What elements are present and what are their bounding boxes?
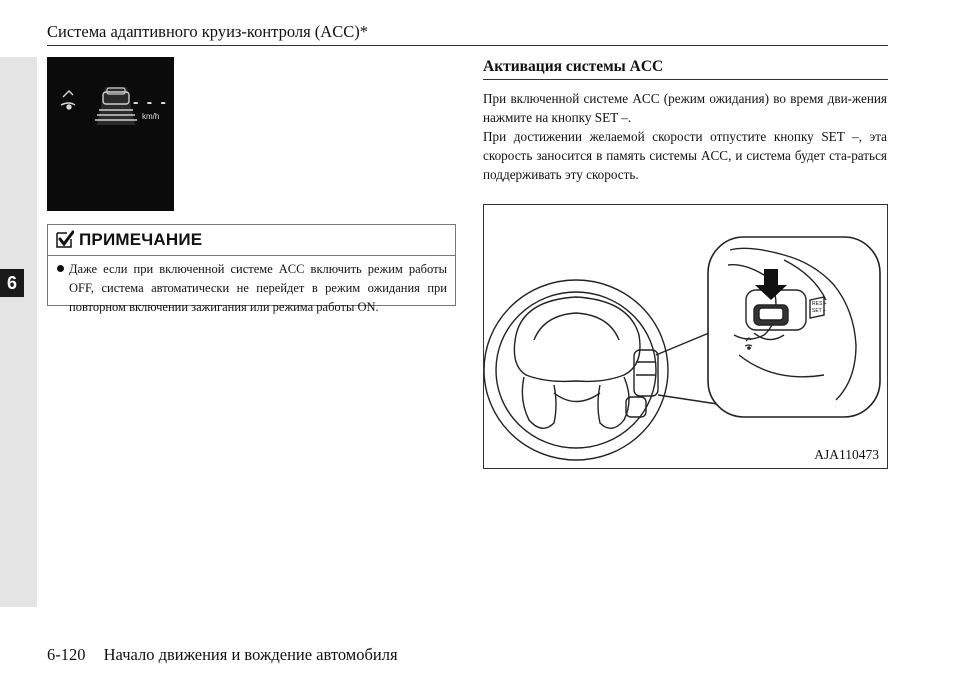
chapter-side-tab [0,57,37,607]
footer-chapter-title: Начало движения и вождение автомобиля [103,645,398,664]
note-header [48,225,455,256]
page-footer [47,645,398,665]
steering-wheel-figure [483,204,888,469]
steering-wheel-illustration [484,280,668,460]
section-divider [483,79,888,80]
set-label: SET – [812,308,826,314]
checkmark-icon [54,230,74,250]
note-box [47,224,456,314]
section-body [483,89,887,184]
speed-dashes: - - - [133,94,168,111]
paragraph: При включенной системе ACC (режим ожидания) во время дви-жения нажмите на кнопку SET –. [483,91,887,125]
note-title: ПРИМЕЧАНИЕ [79,230,203,249]
paragraph: При достижении желаемой скорости отпустите кнопку SET –, эта скорость заносится в память системы ACC, и система будет ста-раться поддерживать эту скорость. [483,129,887,182]
speed-unit: km/h [142,112,160,121]
instrument-display-image [47,57,174,211]
note-text: Даже если при включенной системе ACC включить режим работы OFF, система автоматически не перейдет в режим ожидания при повторном включении зажигания или режима работы ON. [69,262,447,314]
figure-code: AJA110473 [814,447,879,462]
chapter-number: 6 [0,269,24,297]
page-number: 6-120 [47,645,86,664]
header-divider [47,45,888,46]
section-heading: Активация системы ACC [483,58,664,75]
running-header: Система адаптивного круиз-контроля (ACC)* [47,22,368,41]
note-content [48,256,455,317]
bullet-icon [57,265,64,272]
res-label: RES + [812,301,827,307]
